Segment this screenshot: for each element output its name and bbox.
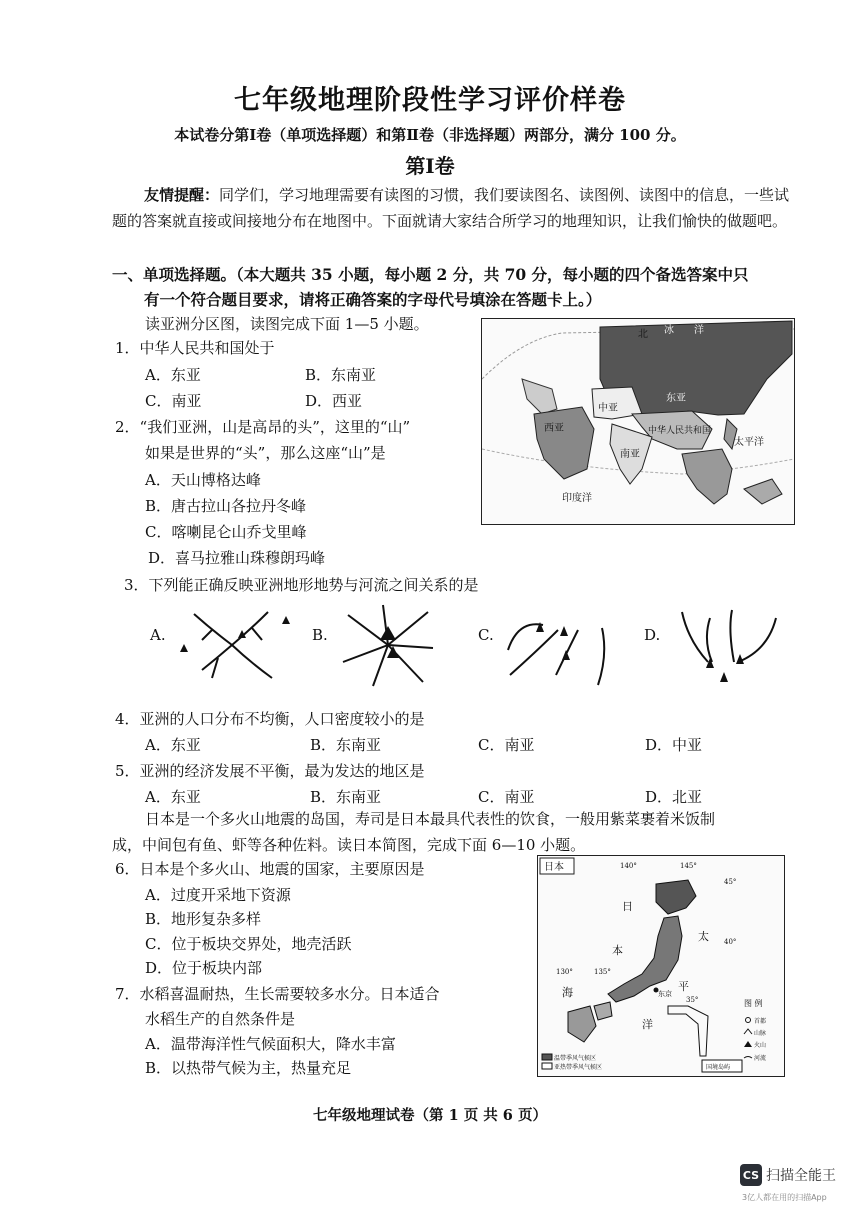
- lat-label: 45°: [724, 878, 737, 886]
- page-footer: 七年级地理试卷（第 1 页 共 6 页）: [313, 1107, 547, 1124]
- asia-map-label: 北: [638, 329, 648, 340]
- asia-intro: 读亚洲分区图，读图完成下面 1—5 小题。: [145, 315, 429, 333]
- asia-map-label: 印度洋: [562, 493, 592, 504]
- sea-label: 本: [612, 944, 623, 957]
- japan-intro-line2: 成，中间包有鱼、虾等各种佐料。读日本简图，完成下面 6—10 小题。: [112, 836, 586, 854]
- legend-item: 火山: [754, 1042, 767, 1049]
- japan-map-svg: [538, 856, 784, 1076]
- q3-diagram-c: [498, 600, 618, 690]
- q2-stem-line1: 2．“我们亚洲，山是高昂的头”，这里的“山”: [115, 418, 411, 436]
- q3-option-c: C.: [478, 626, 494, 644]
- q7-option-b: B．以热带气候为主，热量充足: [145, 1059, 352, 1077]
- q7-stem-line2: 水稻生产的自然条件是: [145, 1010, 296, 1028]
- q3-stem: 3．下列能正确反映亚洲地形地势与河流之间关系的是: [124, 576, 479, 594]
- inset-label: 国境岛屿: [706, 1064, 731, 1071]
- exam-subtitle: 本试卷分第Ⅰ卷（单项选择题）和第Ⅱ卷（非选择题）两部分，满分 100 分。: [174, 126, 686, 144]
- q6-option-b: B．地形复杂多样: [145, 910, 262, 928]
- legend-climate: 亚热带季风气候区: [554, 1064, 603, 1071]
- legend-item: 首都: [754, 1018, 767, 1025]
- asia-map-svg: [482, 319, 794, 524]
- q2-stem-line2: 如果是世界的“头”，那么这座“山”是: [145, 444, 386, 462]
- asia-map-label: 太平洋: [734, 437, 764, 448]
- q6-option-a: A．过度开采地下资源: [145, 886, 291, 904]
- q4-option-b: B．东南亚: [310, 736, 382, 754]
- q3-diagram-d: [668, 600, 788, 690]
- q1-option-c: C．南亚: [145, 392, 202, 410]
- legend-item: 河流: [754, 1055, 767, 1062]
- lat-label: 35°: [686, 996, 699, 1004]
- capital-label: 东京: [658, 990, 672, 998]
- japan-map-title: 日本: [544, 862, 564, 873]
- q2-option-a: A．天山博格达峰: [145, 471, 261, 489]
- section-heading: 第Ⅰ卷: [405, 154, 455, 178]
- exam-title: 七年级地理阶段性学习评价样卷: [234, 85, 626, 116]
- q2-option-b: B．唐古拉山各拉丹冬峰: [145, 497, 307, 515]
- q3-option-b: B.: [312, 626, 328, 644]
- tip-text: 同学们，学习地理需要有读图的习惯，我们要读图名、读图例、读图中的信息，一些试题的答案就直接或间接地分布在地图中。下面就请大家结合所学习的地理知识，让我们愉快的做题吧。: [112, 186, 790, 230]
- q2-option-c: C．喀喇昆仑山乔戈里峰: [145, 523, 307, 541]
- lon-label: 135°: [594, 968, 611, 976]
- asia-map-label: 中华人民共和国: [648, 426, 712, 436]
- lon-label: 140°: [620, 862, 637, 870]
- sea-label: 太: [698, 930, 709, 943]
- scanner-logo-icon: CS: [740, 1164, 762, 1186]
- q5-option-a: A．东亚: [145, 788, 201, 806]
- part1-heading: [112, 262, 812, 312]
- q6-option-c: C．位于板块交界处，地壳活跃: [145, 935, 352, 953]
- asia-region-map: [481, 318, 795, 525]
- sea-label: 海: [562, 986, 573, 999]
- q4-option-c: C．南亚: [478, 736, 535, 754]
- q5-option-c: C．南亚: [478, 788, 535, 806]
- q1-stem: 1．中华人民共和国处于: [115, 339, 275, 357]
- japan-map: [537, 855, 785, 1077]
- asia-map-label: 东亚: [666, 393, 686, 404]
- lon-label: 145°: [680, 862, 697, 870]
- q5-option-d: D．北亚: [645, 788, 703, 806]
- tip-label: 友情提醒：: [144, 186, 220, 204]
- legend-title: 图 例: [744, 999, 763, 1008]
- q7-option-a: A．温带海洋性气候面积大，降水丰富: [145, 1035, 396, 1053]
- q1-option-b: B．东南亚: [305, 366, 377, 384]
- part1-heading-line1: 一、单项选择题。（本大题共 35 小题，每小题 2 分，共 70 分，每小题的四个备选答案中只: [112, 265, 749, 284]
- asia-map-label: 南亚: [620, 449, 640, 460]
- asia-map-label: 冰: [664, 325, 674, 336]
- scanner-watermark: [740, 1164, 836, 1186]
- q4-option-a: A．东亚: [145, 736, 201, 754]
- legend-climate: 温带季风气候区: [554, 1055, 597, 1062]
- q6-stem: 6．日本是个多火山、地震的国家，主要原因是: [115, 860, 425, 878]
- asia-map-label: 洋: [694, 325, 704, 336]
- q5-stem: 5．亚洲的经济发展不平衡，最为发达的地区是: [115, 762, 425, 780]
- q6-option-d: D．位于板块内部: [145, 959, 263, 977]
- japan-intro-line1: 日本是一个多火山地震的岛国，寿司是日本最具代表性的饮食，一般用紫菜裹着米饭制: [145, 810, 716, 828]
- lon-label: 130°: [556, 968, 573, 976]
- q1-option-a: A．东亚: [145, 366, 201, 384]
- q3-diagram-b: [333, 600, 443, 690]
- q1-option-d: D．西亚: [305, 392, 363, 410]
- scanner-name: 扫描全能王: [766, 1168, 836, 1184]
- q3-diagram-a: [172, 600, 292, 690]
- q4-stem: 4．亚洲的人口分布不均衡，人口密度较小的是: [115, 710, 425, 728]
- sea-label: 洋: [642, 1018, 653, 1031]
- q2-option-d: D．喜马拉雅山珠穆朗玛峰: [148, 549, 326, 567]
- sea-label: 日: [622, 900, 633, 913]
- scanner-tagline: 3亿人都在用的扫描App: [742, 1193, 827, 1202]
- lat-label: 40°: [724, 938, 737, 946]
- q3-option-d: D.: [644, 626, 661, 644]
- asia-map-label: 西亚: [544, 423, 564, 434]
- q5-option-b: B．东南亚: [310, 788, 382, 806]
- q3-option-a: A.: [150, 626, 166, 644]
- sea-label: 平: [678, 980, 689, 993]
- q4-option-d: D．中亚: [645, 736, 703, 754]
- q7-stem-line1: 7．水稻喜温耐热，生长需要较多水分。日本适合: [115, 985, 440, 1003]
- friendly-tip: [112, 182, 802, 234]
- part1-heading-line2: 有一个符合题目要求，请将正确答案的字母代号填涂在答题卡上。）: [144, 290, 602, 309]
- asia-map-label: 中亚: [598, 403, 618, 414]
- legend-item: 山脉: [754, 1030, 767, 1037]
